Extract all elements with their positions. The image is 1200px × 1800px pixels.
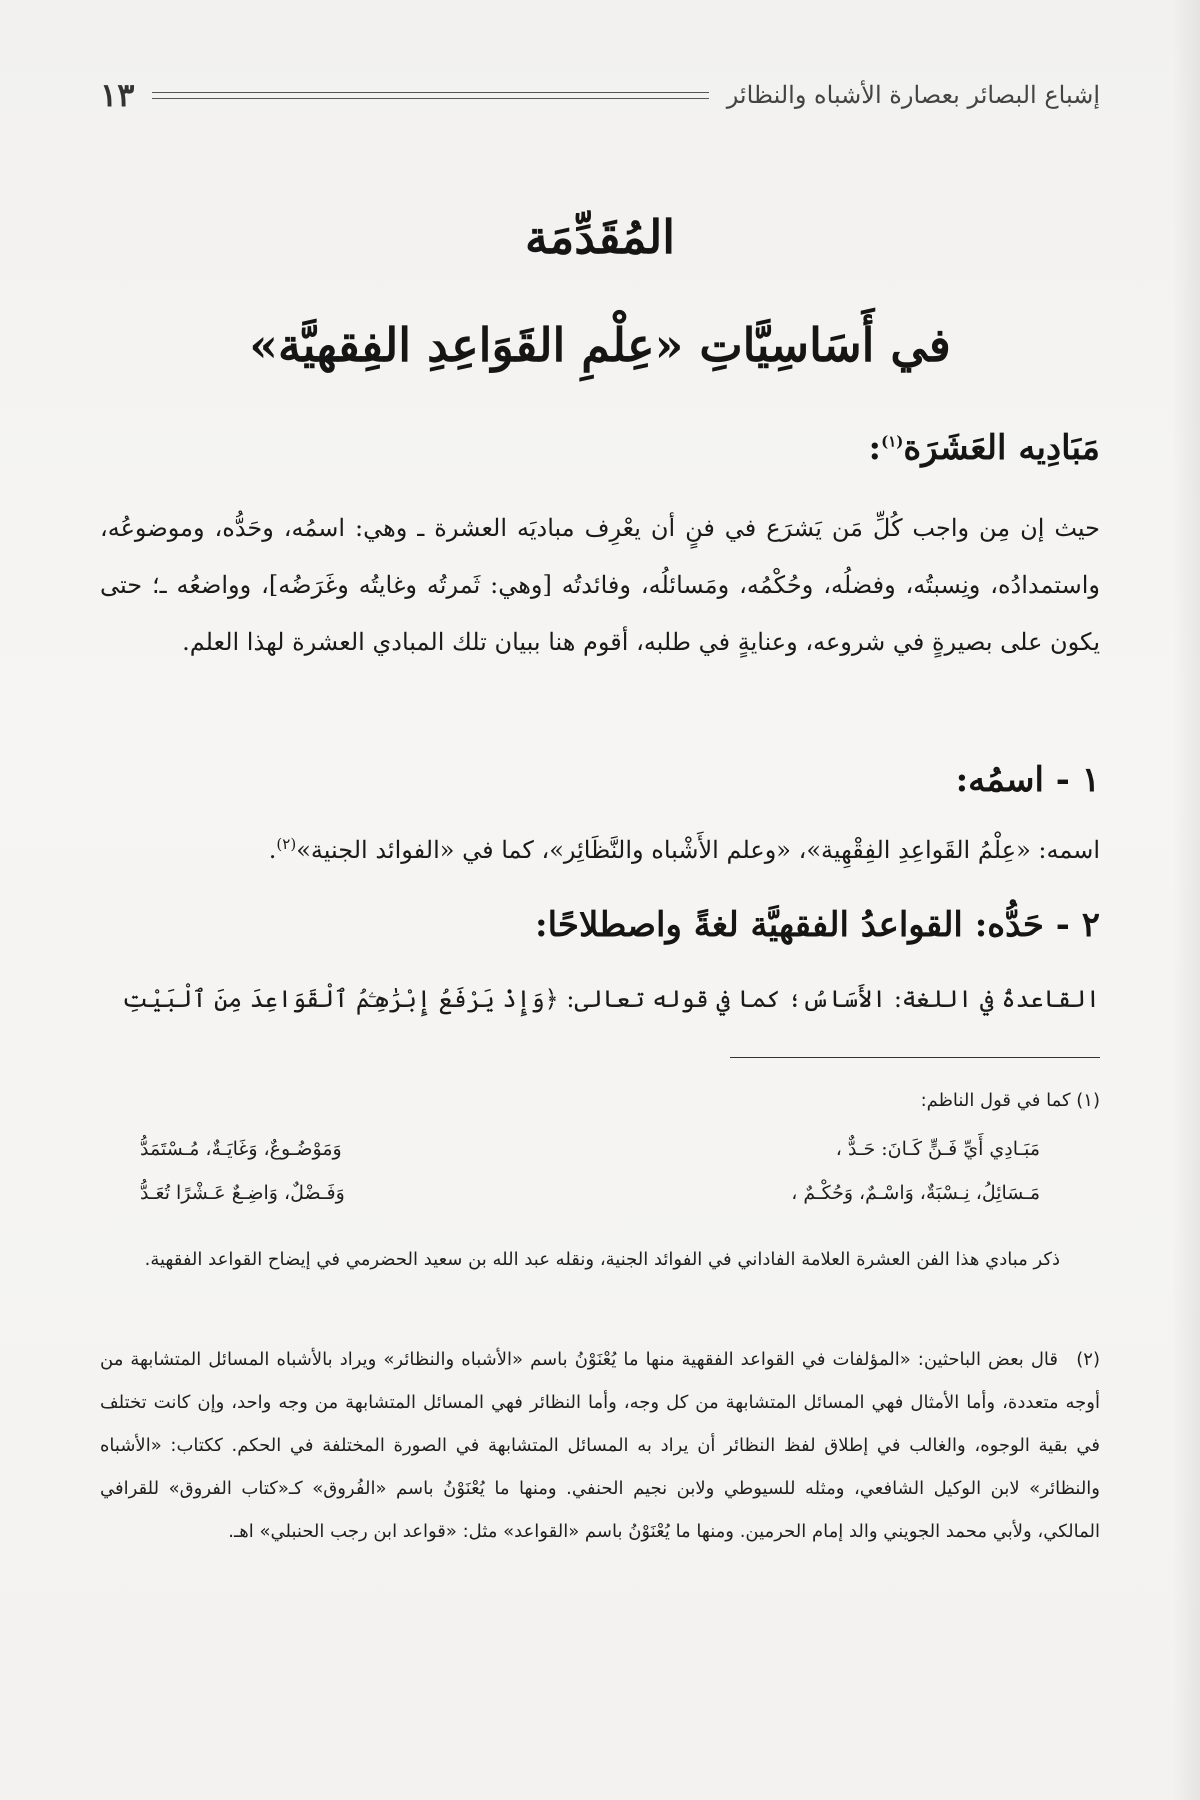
verse-1-second-hemistich: وَمَوْضُـوعٌ، وَغَايَـةٌ، مُـسْتَمَدُّ — [140, 1138, 342, 1160]
footnote-2 — [100, 1338, 1100, 1553]
page-edge-shadow — [1172, 0, 1200, 1800]
item1-body: اسمه: «عِلْمُ القَواعِدِ الفِقْهِية»، «وعلم الأَشْباه والنَّظَائِر»، كما في «الفوائد الجنية» — [296, 836, 1100, 864]
page-number: ١٣ — [100, 76, 135, 114]
item2-text: القاعدةُ في اللغة: الأَسَاسُ؛ كما في قوله تعالى: ﴿وَإِذْ يَرْفَعُ إِبْرَٰهِـۧمُ ٱلْقَوَاعِدَ مِنَ ٱلْبَيْتِ — [122, 985, 1100, 1013]
section-heading — [100, 428, 1100, 468]
intro-paragraph: حيث إن مِن واجب كُلِّ مَن يَشرَع في فنٍ أن يعْرِف مباديَه العشرة ـ وهي: اسمُه، وحَدُّه، وموضوعُه، واستمدادُه، ونِسبتُه، وفضلُه، وحُكْمُه، ومَسائلُه، وفائدتُه [وهي: ثَمرتُه وغايتُه وغَرَضُه]، وواضعُه ـ؛ حتى يكون على بصيرةٍ في شروعه، وعنايةٍ في طلبه، أقوم هنا ببيان تلك المبادي العشرة لهذا العلم. — [100, 514, 1100, 656]
verse-line-1 — [140, 1138, 1040, 1160]
chapter-subtitle: في أَسَاسِيَّاتِ «عِلْمِ القَوَاعِدِ الفِقهيَّة» — [249, 318, 951, 372]
footnote-separator — [730, 1057, 1100, 1058]
item1-text — [100, 835, 1100, 864]
item2-heading: ٢ - حَدُّه: القواعدُ الفقهيَّة لغةً واصطلاحًا: — [535, 905, 1100, 945]
item1-heading: ١ - اسمُه: — [955, 760, 1100, 800]
verse-line-2 — [140, 1182, 1040, 1204]
footnote-2-text: قال بعض الباحثين: «المؤلفات في القواعد الفقهية منها ما يُعْنَوْنُ باسم «الأشباه والنظائر» ويراد بالأشباه المسائل المتشابهة من أوجه متعددة، وأما الأمثال فهي المسائل المتشابهة من كل وجه، وأما النظائر فهي المسائل المتشابهة من وجه واحد، وإن كانت تختلف في بقية الوجوه، والغالب في إطلاق لفظ النظائر أن يراد به المسائل المتشابهة في الصورة المختلفة في الحكم. ككتاب: «الأشباه والنظائر» لابن الوكيل الشافعي، ومثله للسيوطي ولابن نجيم الحنفي. ومنها ما يُعْنَوْنُ باسم «الفُروق» كـ«كتاب الفروق» للقرافي المالكي، ولأبي محمد الجويني والد إمام الحرمين. ومنها ما يُعْنَوْنُ باسم «القواعد» مثل: «قواعد ابن رجب الحنبلي» اهـ. — [100, 1349, 1100, 1542]
verse-2-first-hemistich: مَـسَائِلُ، نِـسْبَةٌ، وَاسْـمٌ، وَحُكْـمٌ ، — [791, 1182, 1040, 1204]
running-header — [100, 70, 1100, 120]
chapter-title: المُقَدِّمَة — [524, 210, 676, 264]
running-title: إشباع البصائر بعصارة الأشباه والنظائر — [726, 81, 1100, 109]
footnote-1-note: ذكر مبادي هذا الفن العشرة العلامة الفاداني في الفوائد الجنية، ونقله عبد الله بن سعيد الحضرمي في إيضاح القواعد الفقهية. — [144, 1249, 1060, 1270]
section-heading-text: مَبَادِيه العَشَرَة — [903, 428, 1100, 468]
verse-1-first-hemistich: مَبَـادِي أَيِّ فَـنٍّ كَـانَ: حَـدٌّ ، — [835, 1138, 1040, 1160]
verse-2-second-hemistich: وَفَـضْلٌ، وَاضِـعٌ عَـشْرًا تُعَـدُّ — [140, 1182, 345, 1204]
footnote-ref-1[interactable]: (١) — [881, 432, 904, 451]
section-heading-colon: : — [868, 428, 882, 468]
item1-end: . — [268, 836, 277, 864]
footnote-1-intro: (١) كما في قول الناظم: — [920, 1090, 1100, 1111]
header-double-rule — [152, 92, 708, 99]
footnote-ref-2[interactable]: (٢) — [276, 835, 297, 853]
footnote-2-number: (٢) — [1076, 1349, 1100, 1370]
